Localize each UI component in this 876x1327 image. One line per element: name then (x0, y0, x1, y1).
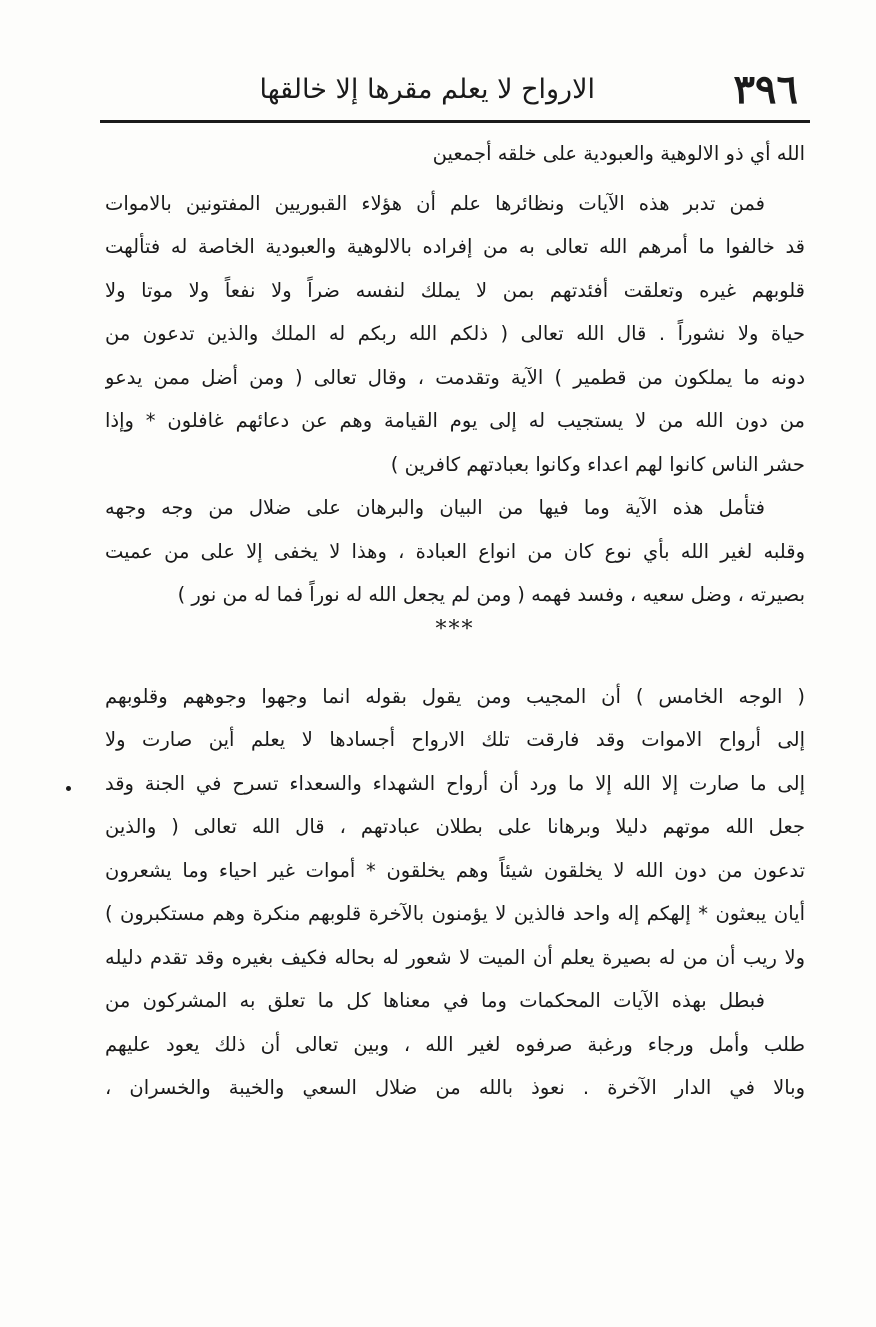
text-line: فتأمل هذه الآية وما فيها من البيان والبرهان على ضلال من وجه وجهه (105, 496, 765, 519)
text-line: ( الوجه الخامس ) أن المجيب ومن يقول بقوله انما وجهوا وجوههم وقلوبهم (105, 684, 805, 708)
running-title: الارواح لا يعلم مقرها إلا خالقها (259, 74, 595, 105)
text-line: طلب وأمل ورجاء ورغبة صرفوه لغير الله ، وبين تعالى أن ذلك يعود عليهم (105, 1032, 805, 1056)
text-line: الله أي ذو الالوهية والعبودية على خلقه أجمعين (432, 142, 805, 165)
text-line: جعل الله موتهم دليلا وبرهانا على بطلان عبادتهم ، قال الله تعالى ( والذين (105, 815, 805, 838)
body-text (105, 132, 805, 1110)
text-line: حياة ولا نشوراً . قال الله تعالى ( ذلكم الله ربكم له الملك والذين تدعون من (105, 322, 805, 345)
text-line: بصيرته ، وضل سعيه ، وفسد فهمه ( ومن لم يجعل الله له نوراً فما له من نور ) (177, 583, 805, 606)
text-line: إلى ما صارت إلا الله إلا ما ورد أن أرواح الشهداء والسعداء تسرح في الجنة وقد (105, 771, 805, 795)
text-line: حشر الناس كانوا لهم اعداء وكانوا بعبادتهم كافرين ) (390, 452, 805, 476)
text-line: قلوبهم غيره وتعلقت أفئدتهم بمن لا يملك لنفسه ضراً ولا نفعاً ولا موتا ولا (105, 278, 805, 302)
text-line: أيان يبعثون * إلهكم إله واحد فالذين لا يؤمنون بالآخرة قلوبهم منكرة وهم مستكبرون ) (105, 902, 805, 925)
text-line: وقلبه لغير الله بأي نوع كان من انواع العبادة ، وهذا لا يخفى إلا على من عميت (105, 539, 805, 563)
text-line: قد خالفوا ما أمرهم الله تعالى به من إفراده بالالوهية والعبودية الخاصة له فتألهت (105, 235, 805, 258)
header-rule (100, 120, 810, 123)
text-line: فمن تدبر هذه الآيات ونظائرها علم أن هؤلاء القبوريين المفتونين بالاموات (105, 191, 765, 215)
text-line: إلى أرواح الاموات وقد فارقت تلك الارواح أجسادها لا يعلم أين صارت ولا (105, 728, 805, 751)
text-line: وبالا في الدار الآخرة . نعوذ بالله من ضلال السعي والخيبة والخسران ، (105, 1076, 805, 1099)
text-line: دونه ما يملكون من قطمير ) الآية وتقدمت ، وقال تعالى ( ومن أضل ممن يدعو (105, 365, 805, 389)
asterisks: *** (435, 616, 475, 642)
text-line: فبطل بهذه الآيات المحكمات وما في معناها كل ما تعلق به المشركون من (105, 989, 765, 1012)
page-header (100, 62, 810, 118)
section-separator (105, 617, 805, 675)
margin-mark (66, 786, 71, 791)
text-line: من دون الله من لا يستجيب له إلى يوم القيامة وهم عن دعائهم غافلون * وإذا (105, 409, 805, 432)
page-number: ٣٩٦ (733, 66, 798, 113)
text-line: تدعون من دون الله لا يخلقون شيئاً وهم يخلقون * أموات غير احياء وما يشعرون (105, 858, 805, 882)
text-line: ولا ريب أن من له بصيرة يعلم أن الميت لا شعور له بحاله فكيف بغيره وقد تقدم دليله (105, 945, 805, 969)
